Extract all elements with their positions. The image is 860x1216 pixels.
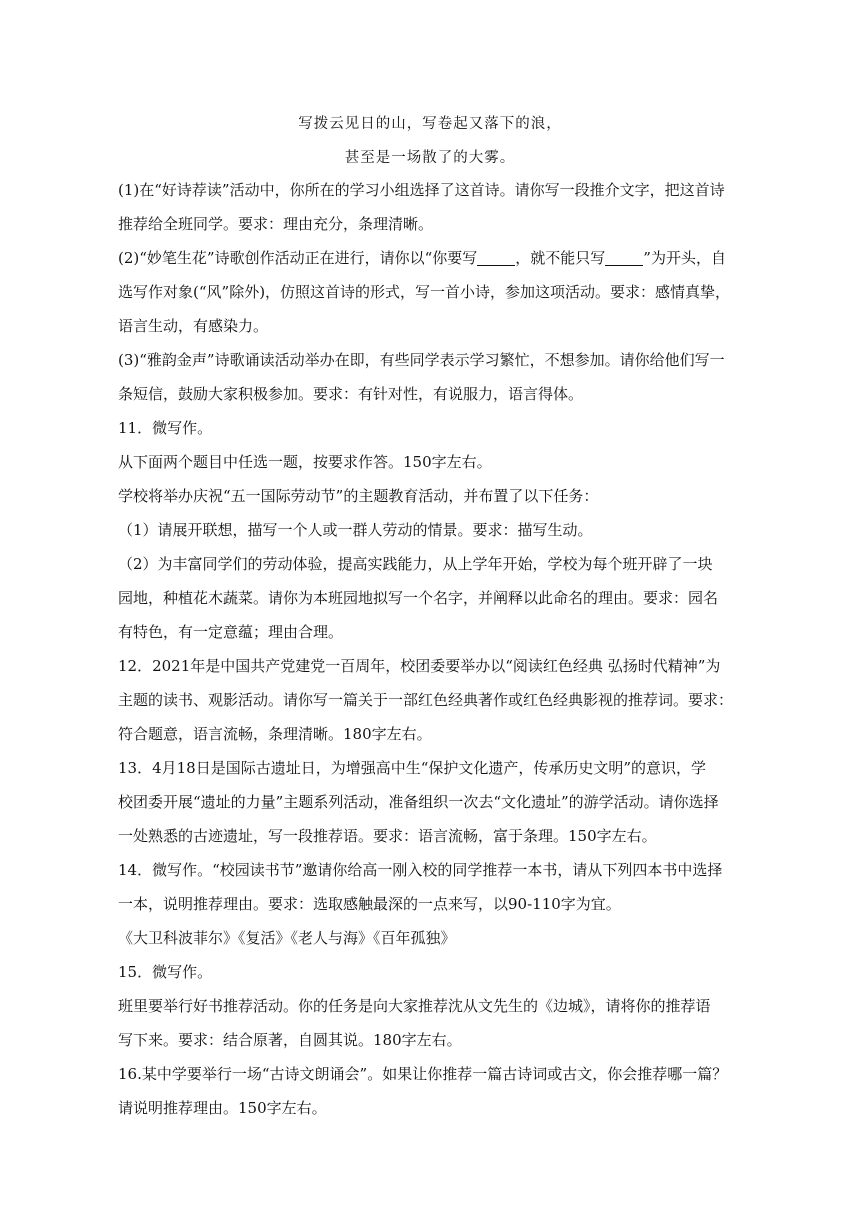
poem-line: 写拨云见日的山，写卷起又落下的浪， bbox=[298, 116, 562, 132]
question-text: 符合题意，语言流畅，条理清晰。180字左右。 bbox=[118, 725, 432, 743]
question-text: 一本，说明推荐理由。要求：选取感触最深的一点来写，以90-110字为宜。 bbox=[118, 895, 621, 913]
question-text: (2)“妙笔生花”诗歌创作活动正在进行，请你以“你要写 bbox=[118, 249, 478, 267]
poem-line: 甚至是一场散了的大雾。 bbox=[344, 150, 516, 166]
question-text: 请说明推荐理由。150字左右。 bbox=[118, 1099, 327, 1117]
question-12: 12．2021年是中国共产党建党一百周年，校团委要举办以“阅读红色经典 弘扬时代精神”为 bbox=[118, 657, 721, 675]
question-text: （1）请展开联想，描写一个人或一群人劳动的情景。要求：描写生动。 bbox=[118, 521, 593, 539]
answer-blank[interactable] bbox=[605, 251, 643, 266]
question-text: 从下面两个题目中任选一题，按要求作答。150字左右。 bbox=[118, 453, 492, 471]
question-text: 语言生动，有感染力。 bbox=[118, 317, 269, 335]
question-text: （2）为丰富同学们的劳动体验，提高实践能力，从上学年开始，学校为每个班开辟了一块 bbox=[118, 555, 713, 573]
question-16: 16.某中学要举行一场“古诗文朗诵会”。如果让你推荐一篇古诗词或古文，你会推荐哪一篇？ bbox=[118, 1065, 728, 1083]
question-text: 主题的读书、观影活动。请你写一篇关于一部红色经典著作或红色经典影视的推荐词。要求： bbox=[118, 691, 734, 709]
question-text: 学校将举办庆祝“五一国际劳动节”的主题教育活动，并布置了以下任务： bbox=[118, 487, 599, 505]
question-text: 条短信，鼓励大家积极参加。要求：有针对性，有说服力，语言得体。 bbox=[118, 385, 584, 403]
question-10-part-1: (1)在“好诗荐读”活动中，你所在的学习小组选择了这首诗。请你写一段推介文字，把这首诗 bbox=[118, 181, 725, 199]
question-text: 校团委开展“遗址的力量”主题系列活动，准备组织一次去“文化遗址”的游学活动。请你选择 bbox=[118, 793, 719, 811]
question-10-part-2 bbox=[118, 248, 726, 268]
question-text: 推荐给全班同学。要求：理由充分，条理清晰。 bbox=[118, 215, 434, 233]
question-text: 选写作对象(“风”除外)，仿照这首诗的形式，写一首小诗，参加这项活动。要求：感情真挚， bbox=[118, 283, 731, 301]
question-text: 一处熟悉的古迹遗址，写一段推荐语。要求：语言流畅，富于条理。150字左右。 bbox=[118, 827, 657, 845]
question-text: 写下来。要求：结合原著，自圆其说。180字左右。 bbox=[118, 1031, 462, 1049]
question-13: 13．4月18日是国际古遗址日，为增强高中生“保护文化遗产，传承历史文明”的意识，学 bbox=[118, 759, 707, 777]
question-text: ，就不能只写 bbox=[515, 249, 606, 267]
question-15-title: 15．微写作。 bbox=[118, 963, 213, 981]
answer-blank[interactable] bbox=[477, 251, 515, 266]
question-text: ”为开头，自 bbox=[643, 249, 726, 267]
question-14: 14．微写作。“校园读书节”邀请你给高一刚入校的同学推荐一本书，请从下列四本书中选择 bbox=[118, 861, 723, 879]
question-text: 有特色，有一定意蕴；理由合理。 bbox=[118, 623, 344, 641]
question-text: 班里要举行好书推荐活动。你的任务是向大家推荐沈从文先生的《边城》，请将你的推荐语 bbox=[118, 997, 711, 1015]
question-text: 园地，种植花木蔬菜。请你为本班园地拟写一个名字，并阐释以此命名的理由。要求：园名 bbox=[118, 589, 719, 607]
question-10-part-3: (3)“雅韵金声”诗歌诵读活动举办在即，有些同学表示学习繁忙，不想参加。请你给他们写一 bbox=[118, 351, 725, 369]
book-list: 《大卫科波菲尔》《复活》《老人与海》《百年孤独》 bbox=[118, 929, 456, 947]
question-11-title: 11．微写作。 bbox=[118, 419, 213, 437]
